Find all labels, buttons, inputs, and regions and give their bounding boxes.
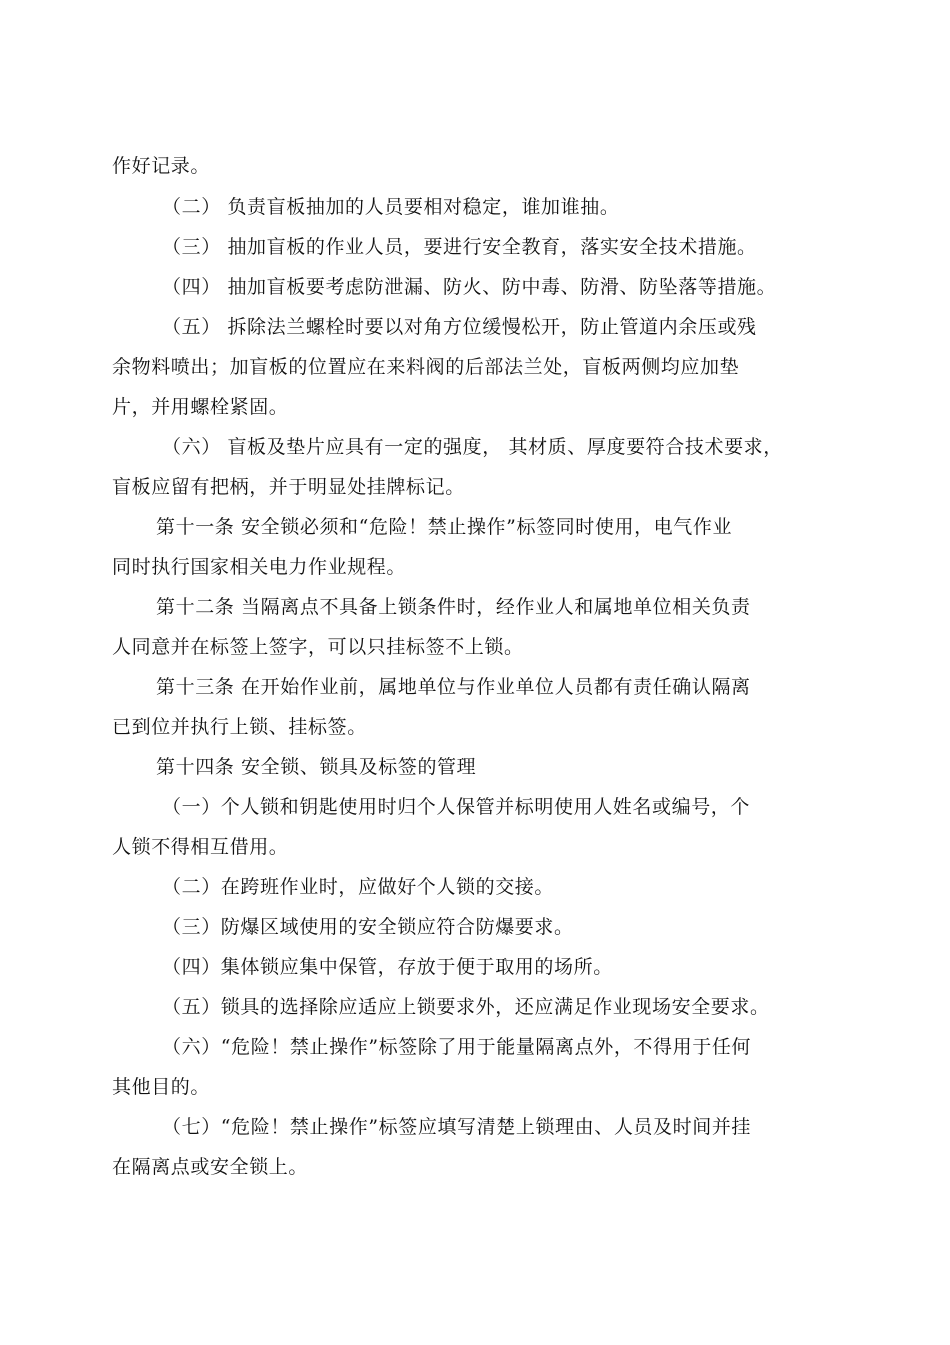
text-line: （三） 抽加盲板的作业人员，要进行安全教育，落实安全技术措施。 <box>162 236 757 258</box>
text-line: 人锁不得相互借用。 <box>112 836 289 858</box>
text-line: （四） 抽加盲板要考虑防泄漏、防火、防中毒、防滑、防坠落等措施。 <box>162 276 777 298</box>
text-line: 已到位并执行上锁、挂标签。 <box>112 716 367 738</box>
text-line: 第十一条 安全锁必须和“危险！禁止操作”标签同时使用，电气作业 <box>156 516 733 538</box>
text-line: （六）“危险！禁止操作”标签除了用于能量隔离点外，不得用于任何 <box>162 1036 752 1058</box>
text-line: （五） 拆除法兰螺栓时要以对角方位缓慢松开，防止管道内余压或残 <box>162 316 757 338</box>
text-line: （一）个人锁和钥匙使用时归个人保管并标明使用人姓名或编号，个 <box>162 796 751 818</box>
text-line: 第十三条 在开始作业前，属地单位与作业单位人员都有责任确认隔离 <box>156 676 751 698</box>
text-line: （二） 负责盲板抽加的人员要相对稳定，谁加谁抽。 <box>162 196 620 218</box>
text-line: 人同意并在标签上签字，可以只挂标签不上锁。 <box>112 636 524 658</box>
text-line: （四）集体锁应集中保管，存放于便于取用的场所。 <box>162 956 613 978</box>
text-line: （七）“危险！禁止操作”标签应填写清楚上锁理由、人员及时间并挂 <box>162 1116 752 1138</box>
text-line: 在隔离点或安全锁上。 <box>112 1156 309 1178</box>
text-line: （三）防爆区域使用的安全锁应符合防爆要求。 <box>162 916 574 938</box>
text-line: 片，并用螺栓紧固。 <box>112 396 289 418</box>
text-line: （六） 盲板及垫片应具有一定的强度， 其材质、厚度要符合技术要求， <box>162 436 783 458</box>
text-line: 余物料喷出；加盲板的位置应在来料阀的后部法兰处，盲板两侧均应加垫 <box>112 356 740 378</box>
text-line: （五）锁具的选择除应适应上锁要求外，还应满足作业现场安全要求。 <box>162 996 770 1018</box>
text-line: 作好记录。 <box>112 155 211 177</box>
text-line: 第十二条 当隔离点不具备上锁条件时，经作业人和属地单位相关负责 <box>156 596 751 618</box>
text-line: （二）在跨班作业时，应做好个人锁的交接。 <box>162 876 555 898</box>
text-line: 其他目的。 <box>112 1076 211 1098</box>
text-line: 同时执行国家相关电力作业规程。 <box>112 556 407 578</box>
text-line: 盲板应留有把柄，并于明显处挂牌标记。 <box>112 476 465 498</box>
text-line: 第十四条 安全锁、锁具及标签的管理 <box>156 756 477 778</box>
